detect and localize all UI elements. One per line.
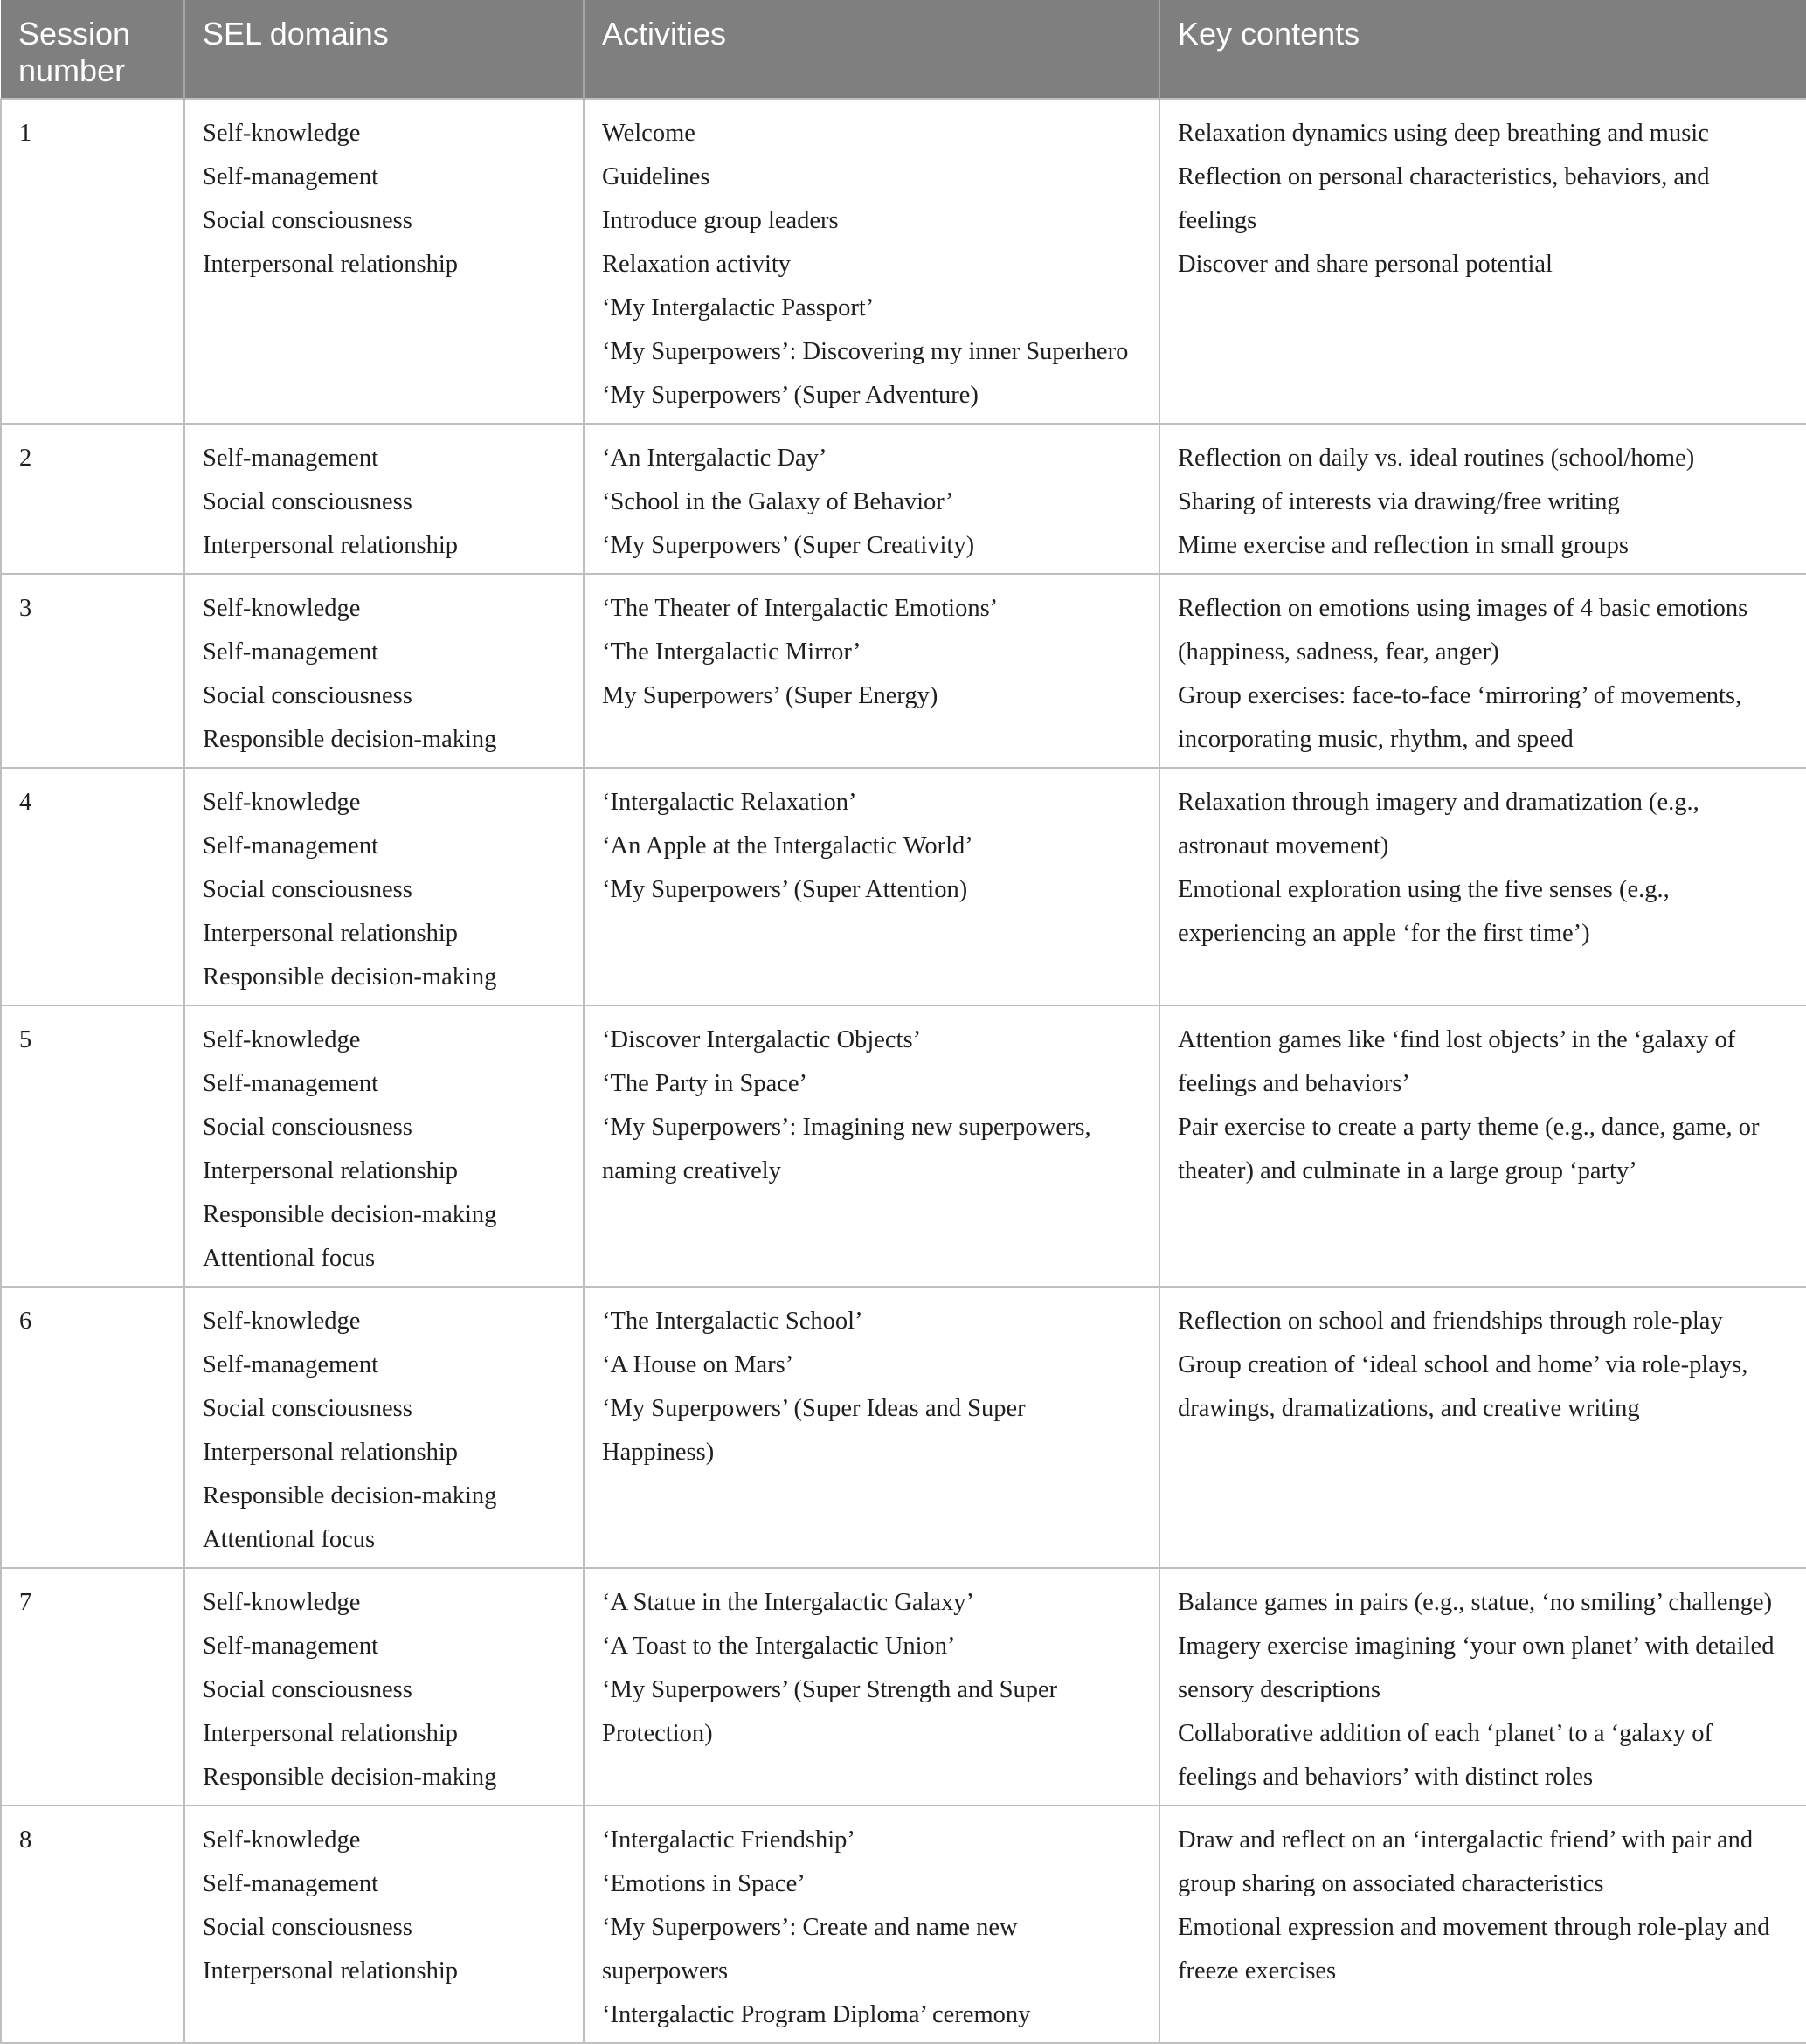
sel-domain-item: Interpersonal relationship (203, 1157, 459, 1184)
sel-domain-item: Social consciousness (203, 488, 412, 515)
sel-domain-item: Responsible decision-making (203, 963, 497, 991)
activities-cell (584, 1806, 1159, 2043)
key-content-line: Emotional exploration using the five senses (e.g., (1178, 876, 1670, 903)
key-content-line: experiencing an apple ‘for the first time’) (1178, 920, 1590, 947)
session-number-cell (1, 768, 184, 1005)
key-content-line: Group creation of ‘ideal school and home’ via role-plays, (1178, 1351, 1748, 1378)
sel-domain-item: Responsible decision-making (203, 726, 497, 753)
activity-item: ‘My Superpowers’ (Super Strength and Super (602, 1676, 1058, 1703)
session-number: 6 (19, 1308, 32, 1335)
header-key-contents: Key contents (1159, 0, 1806, 99)
sel-domain-item: Responsible decision-making (203, 1764, 497, 1791)
sel-domain-item: Self-management (203, 1870, 379, 1897)
session-number: 7 (19, 1589, 32, 1616)
key-content-line: freeze exercises (1178, 1958, 1337, 1985)
table-row (1, 1806, 1806, 2043)
session-number-cell (1, 1005, 184, 1287)
header-activities: Activities (584, 0, 1159, 99)
table-row (1, 1568, 1806, 1806)
key-contents-cell (1159, 99, 1806, 424)
sel-domain-item: Responsible decision-making (203, 1201, 497, 1228)
key-content-line: Reflection on personal characteristics, behaviors, and (1178, 163, 1710, 190)
sel-domain-item: Self-knowledge (203, 1589, 361, 1616)
key-content-line: Attention games like ‘find lost objects’ in the ‘galaxy of (1178, 1026, 1736, 1053)
activity-item: ‘School in the Galaxy of Behavior’ (602, 488, 954, 515)
sel-domain-item: Self-management (203, 1070, 379, 1097)
activity-item: ‘Intergalactic Friendship’ (602, 1826, 855, 1854)
key-content-line: theater) and culminate in a large group ‘party’ (1178, 1157, 1637, 1184)
activity-item: Guidelines (602, 163, 710, 190)
key-content-line: incorporating music, rhythm, and speed (1178, 726, 1574, 753)
key-content-line: Balance games in pairs (e.g., statue, ‘no smiling’ challenge) (1178, 1589, 1773, 1616)
table-row (1, 1005, 1806, 1287)
session-number-cell (1, 1287, 184, 1568)
activity-item: Protection) (602, 1720, 713, 1747)
key-contents-cell (1159, 1568, 1806, 1806)
sel-domain-item: Responsible decision-making (203, 1482, 497, 1509)
activity-item: ‘My Superpowers’ (Super Ideas and Super (602, 1395, 1026, 1422)
session-number-cell (1, 1568, 184, 1806)
activity-item: ‘My Superpowers’: Discovering my inner Superhero (602, 338, 1129, 365)
sel-domains-cell (184, 424, 584, 574)
sel-domain-item: Self-knowledge (203, 1026, 361, 1053)
activities-cell (584, 1568, 1159, 1806)
sel-domain-item: Social consciousness (203, 876, 412, 903)
activities-cell (584, 424, 1159, 574)
session-number: 2 (19, 445, 32, 472)
activities-cell (584, 99, 1159, 424)
key-contents-cell (1159, 1806, 1806, 2043)
activity-item: ‘A House on Mars’ (602, 1351, 794, 1378)
sel-domain-item: Social consciousness (203, 1395, 412, 1422)
session-number: 5 (19, 1026, 32, 1053)
sel-domain-item: Social consciousness (203, 1114, 412, 1141)
activity-item: ‘An Apple at the Intergalactic World’ (602, 832, 973, 860)
activity-item: ‘My Superpowers’: Imagining new superpowers, (602, 1114, 1091, 1141)
sel-domain-item: Self-management (203, 1633, 379, 1660)
header-session-number: Session number (1, 0, 184, 99)
key-content-line: feelings and behaviors’ with distinct roles (1178, 1764, 1594, 1791)
sel-domain-item: Interpersonal relationship (203, 1958, 459, 1985)
activity-item: ‘The Party in Space’ (602, 1070, 808, 1097)
activity-item: ‘The Intergalactic School’ (602, 1308, 863, 1335)
table-row (1, 768, 1806, 1005)
activity-item: ‘My Superpowers’: Create and name new (602, 1914, 1018, 1941)
key-contents-cell (1159, 424, 1806, 574)
sel-domains-cell (184, 99, 584, 424)
sel-domain-item: Interpersonal relationship (203, 532, 459, 559)
key-content-line: Discover and share personal potential (1178, 251, 1553, 278)
activities-cell (584, 1005, 1159, 1287)
session-number-cell (1, 424, 184, 574)
activity-item: ‘Emotions in Space’ (602, 1870, 806, 1897)
key-content-line: Relaxation through imagery and dramatization (e.g., (1178, 789, 1699, 816)
key-contents-cell (1159, 768, 1806, 1005)
key-content-line: astronaut movement) (1178, 832, 1389, 860)
sel-domains-cell (184, 574, 584, 768)
activity-item: Introduce group leaders (602, 207, 839, 234)
sel-domain-item: Self-management (203, 639, 379, 666)
sel-domain-item: Interpersonal relationship (203, 1439, 459, 1466)
activity-item: superpowers (602, 1958, 729, 1985)
sel-domains-cell (184, 1568, 584, 1806)
activity-item: ‘Intergalactic Program Diploma’ ceremony (602, 2001, 1031, 2028)
key-content-line: sensory descriptions (1178, 1676, 1380, 1703)
sel-domains-cell (184, 768, 584, 1005)
key-content-line: group sharing on associated characteristics (1178, 1870, 1604, 1897)
sel-domains-cell (184, 1806, 584, 2043)
key-content-line: Reflection on school and friendships through role-play (1178, 1308, 1723, 1335)
activity-item: Happiness) (602, 1439, 715, 1466)
key-content-line: Pair exercise to create a party theme (e.g., dance, game, or (1178, 1114, 1760, 1141)
sel-domain-item: Self-knowledge (203, 595, 361, 622)
key-content-line: feelings and behaviors’ (1178, 1070, 1410, 1097)
header-sel-domains: SEL domains (184, 0, 584, 99)
key-content-line: feelings (1178, 207, 1257, 234)
sel-domain-item: Self-knowledge (203, 1308, 361, 1335)
activity-item: naming creatively (602, 1157, 781, 1184)
sel-domain-item: Interpersonal relationship (203, 920, 459, 947)
key-content-line: Draw and reflect on an ‘intergalactic friend’ with pair and (1178, 1826, 1754, 1854)
sel-domain-item: Self-management (203, 1351, 379, 1378)
activities-cell (584, 574, 1159, 768)
session-number: 8 (19, 1826, 32, 1854)
table-row (1, 574, 1806, 768)
sel-domain-item: Self-management (203, 163, 379, 190)
sel-domains-cell (184, 1287, 584, 1568)
activity-item: Relaxation activity (602, 251, 792, 278)
sel-domain-item: Social consciousness (203, 682, 412, 709)
key-content-line: drawings, dramatizations, and creative writing (1178, 1395, 1640, 1422)
key-contents-cell (1159, 1005, 1806, 1287)
activity-item: ‘An Intergalactic Day’ (602, 445, 827, 472)
activity-item: ‘My Superpowers’ (Super Creativity) (602, 532, 975, 559)
sel-domain-item: Social consciousness (203, 1914, 412, 1941)
activity-item: ‘Intergalactic Relaxation’ (602, 789, 857, 816)
sel-domain-item: Self-management (203, 832, 379, 860)
activity-item: My Superpowers’ (Super Energy) (602, 682, 938, 709)
key-content-line: Group exercises: face-to-face ‘mirroring’ of movements, (1178, 682, 1742, 709)
sel-domain-item: Self-management (203, 445, 379, 472)
sel-domain-item: Social consciousness (203, 1676, 412, 1703)
session-number-cell (1, 1806, 184, 2043)
table-row (1, 99, 1806, 424)
session-number: 1 (19, 120, 32, 147)
activity-item: ‘The Theater of Intergalactic Emotions’ (602, 595, 999, 622)
table-row (1, 1287, 1806, 1568)
key-contents-cell (1159, 574, 1806, 768)
sel-domains-cell (184, 1005, 584, 1287)
sel-domain-item: Interpersonal relationship (203, 1720, 459, 1747)
key-content-line: Sharing of interests via drawing/free writing (1178, 488, 1620, 515)
sel-domain-item: Interpersonal relationship (203, 251, 459, 278)
key-content-line: Collaborative addition of each ‘planet’ to a ‘galaxy of (1178, 1720, 1713, 1747)
sel-domain-item: Self-knowledge (203, 789, 361, 816)
session-number-cell (1, 574, 184, 768)
key-content-line: Relaxation dynamics using deep breathing and music (1178, 120, 1709, 147)
sel-domain-item: Self-knowledge (203, 1826, 361, 1854)
activity-item: ‘My Intergalactic Passport’ (602, 294, 875, 321)
activity-item: ‘A Toast to the Intergalactic Union’ (602, 1633, 956, 1660)
sel-domain-item: Attentional focus (203, 1526, 376, 1553)
key-content-line: Emotional expression and movement through role-play and (1178, 1914, 1770, 1941)
table-row (1, 424, 1806, 574)
activities-cell (584, 768, 1159, 1005)
table-body (1, 99, 1806, 2043)
key-content-line: (happiness, sadness, fear, anger) (1178, 639, 1499, 666)
key-content-line: Reflection on daily vs. ideal routines (school/home) (1178, 445, 1695, 472)
sel-domain-item: Attentional focus (203, 1245, 376, 1272)
activity-item: ‘A Statue in the Intergalactic Galaxy’ (602, 1589, 975, 1616)
activity-item: ‘The Intergalactic Mirror’ (602, 639, 861, 666)
activity-item: Welcome (602, 120, 695, 147)
activity-item: ‘My Superpowers’ (Super Attention) (602, 876, 968, 903)
key-content-line: Mime exercise and reflection in small groups (1178, 532, 1630, 559)
activities-cell (584, 1287, 1159, 1568)
header-row (1, 0, 1806, 99)
activity-item: ‘Discover Intergalactic Objects’ (602, 1026, 922, 1053)
activity-item: ‘My Superpowers’ (Super Adventure) (602, 382, 979, 409)
session-number: 3 (19, 595, 32, 622)
key-contents-cell (1159, 1287, 1806, 1568)
key-content-line: Reflection on emotions using images of 4 basic emotions (1178, 595, 1748, 622)
sel-domain-item: Social consciousness (203, 207, 412, 234)
key-content-line: Imagery exercise imagining ‘your own planet’ with detailed (1178, 1633, 1775, 1660)
session-number-cell (1, 99, 184, 424)
sel-domain-item: Self-knowledge (203, 120, 361, 147)
session-number: 4 (19, 789, 32, 816)
